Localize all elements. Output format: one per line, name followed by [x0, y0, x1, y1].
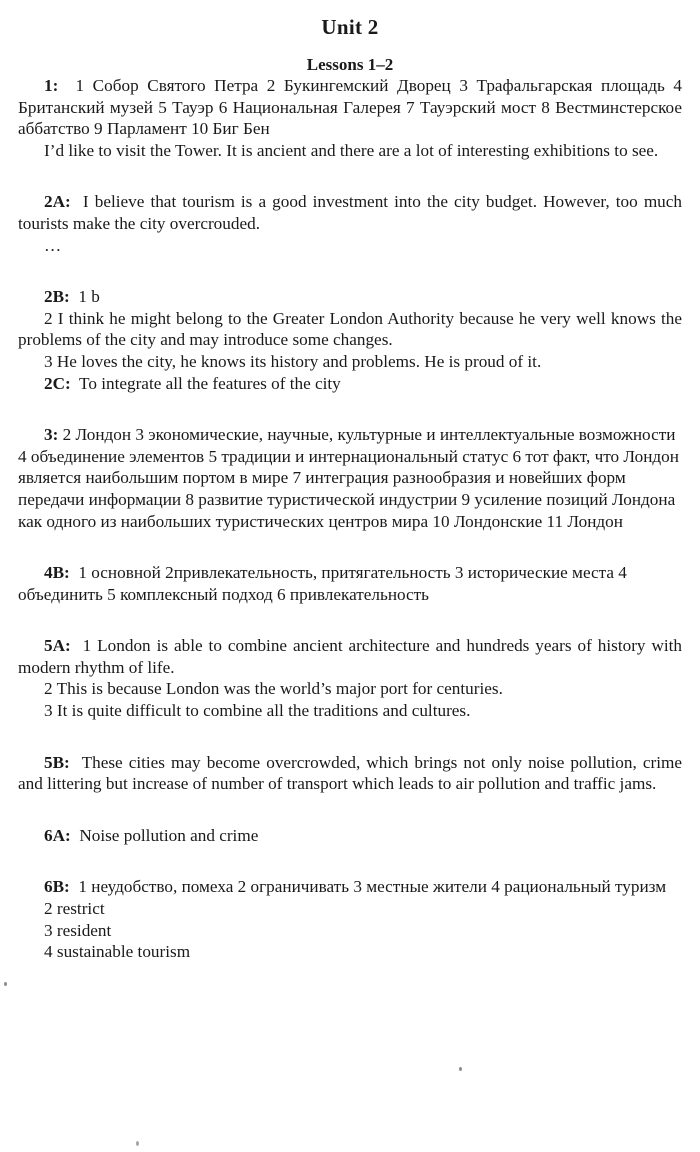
spacer: [0, 722, 700, 752]
answer-5a-label: 5A:: [44, 636, 71, 656]
answer-6a-label: 6A:: [44, 825, 71, 845]
scan-artifact-speck: [459, 1067, 462, 1071]
spacer: [0, 605, 700, 635]
answer-2b-line-2: 2 I think he might belong to the Greater London Authority because he very well knows the problems of the city and may introduce some changes.: [18, 308, 682, 350]
answer-1-line-1: [18, 75, 682, 140]
answer-block-5a: [18, 635, 682, 721]
answer-6b-text-1: 1 неудобство, помеха 2 ограничивать 3 местные жители 4 рациональный туризм: [78, 877, 667, 897]
answer-5a-line-3: 3 It is quite difficult to combine all the traditions and cultures.: [44, 701, 471, 721]
answer-3-text-1: 2 Лондон 3 экономические, научные, культурные и интеллектуальные возможности 4 объединение элементов 5 традиции и интернациональный статус 6 тот факт, что Лондон является наибольшим портом в мире 7 интеграция разнообразия и новейших форм передачи информации 8 развитие туристической индустрии 9 усиление позиций Лондона как одного из наибольших туристических центров мира 10 Лондонские 11 Лондон: [18, 425, 679, 531]
answer-4b-line-1: [18, 562, 682, 605]
lessons-heading: Lessons 1–2: [306, 55, 394, 74]
answer-block-6b: [18, 876, 682, 962]
answer-1-label: 1:: [44, 76, 59, 95]
answer-block-2a: [18, 191, 682, 256]
answer-block-6a: [18, 825, 682, 847]
answer-6b-label: 6B:: [44, 877, 70, 897]
answer-6b-line-4: 4 sustainable tourism: [44, 942, 191, 962]
answer-4b-text-1: 1 основной 2привлекательность, притягательность 3 исторические места 4 объединить 5 комплексный подход 6 привлекательность: [18, 563, 627, 604]
answer-2b-line-1: [18, 286, 682, 308]
answer-3-label: 3:: [44, 425, 59, 445]
answer-2b-label: 2B:: [44, 287, 70, 307]
answer-2c-line-1: [18, 373, 682, 395]
answer-6a-line-1: [18, 825, 682, 847]
answer-block-2c: [18, 373, 682, 395]
answer-2a-label: 2A:: [44, 192, 71, 212]
document-page: [0, 14, 700, 1152]
answer-6b-line-3: 3 resident: [44, 920, 112, 940]
answer-2a-line-1: [18, 191, 682, 234]
answer-block-5b: [18, 752, 682, 795]
scan-artifact-speck: [4, 982, 7, 986]
answer-2c-text-1: To integrate all the features of the city: [79, 373, 341, 393]
spacer: [0, 161, 700, 191]
answer-5b-label: 5B:: [44, 752, 70, 772]
answer-6b-line-1: [18, 876, 682, 898]
answer-2a-ellipsis: …: [44, 235, 64, 255]
answer-6b-line-2: 2 restrict: [44, 899, 105, 919]
scan-artifact-speck: [136, 1141, 139, 1146]
answer-6a-text-1: Noise pollution and crime: [79, 825, 259, 845]
answer-block-4b: [18, 562, 682, 605]
answer-1-line-2: I’d like to visit the Tower. It is ancient and there are a lot of interesting exhibitions to see.: [44, 140, 659, 160]
answer-3-line-1: [18, 424, 682, 532]
answer-5b-line-1: [18, 752, 682, 795]
answer-block-3: [18, 424, 682, 532]
answer-5a-line-2: 2 This is because London was the world’s major port for centuries.: [44, 679, 503, 699]
spacer: [0, 532, 700, 562]
answer-2c-label: 2C:: [44, 373, 71, 393]
answer-block-2b: [18, 286, 682, 372]
answer-2b-line-3: 3 He loves the city, he knows its history and problems. He is proud of it.: [44, 351, 542, 371]
spacer: [0, 846, 700, 876]
answer-5a-text-1: 1 London is able to combine ancient architecture and hundreds years of history with modern rhythm of life.: [18, 636, 683, 677]
answer-2a-text-1: I believe that tourism is a good investment into the city budget. However, too much tourists make the city overcrouded.: [18, 192, 683, 233]
answer-block-1: [18, 75, 682, 161]
spacer: [0, 795, 700, 825]
answer-2b-text-1: 1 b: [78, 287, 100, 307]
answer-4b-label: 4B:: [44, 563, 70, 583]
spacer: [0, 256, 700, 286]
answer-5a-line-1: [18, 635, 682, 678]
answer-1-text-1: 1 Собор Святого Петра 2 Букингемский Дворец 3 Трафальгарская площадь 4 Британский музей 5 Тауэр 6 Национальная Галерея 7 Тауэрский мост 8 Вестминстерское аббатство 9 Парламент 10 Биг Бен: [18, 76, 682, 139]
answer-5b-text-1: These cities may become overcrowded, which brings not only noise pollution, crime and littering but increase of number of transport which leads to air pollution and traffic jams.: [18, 752, 682, 794]
spacer: [0, 394, 700, 424]
page-title: Unit 2: [321, 15, 379, 39]
